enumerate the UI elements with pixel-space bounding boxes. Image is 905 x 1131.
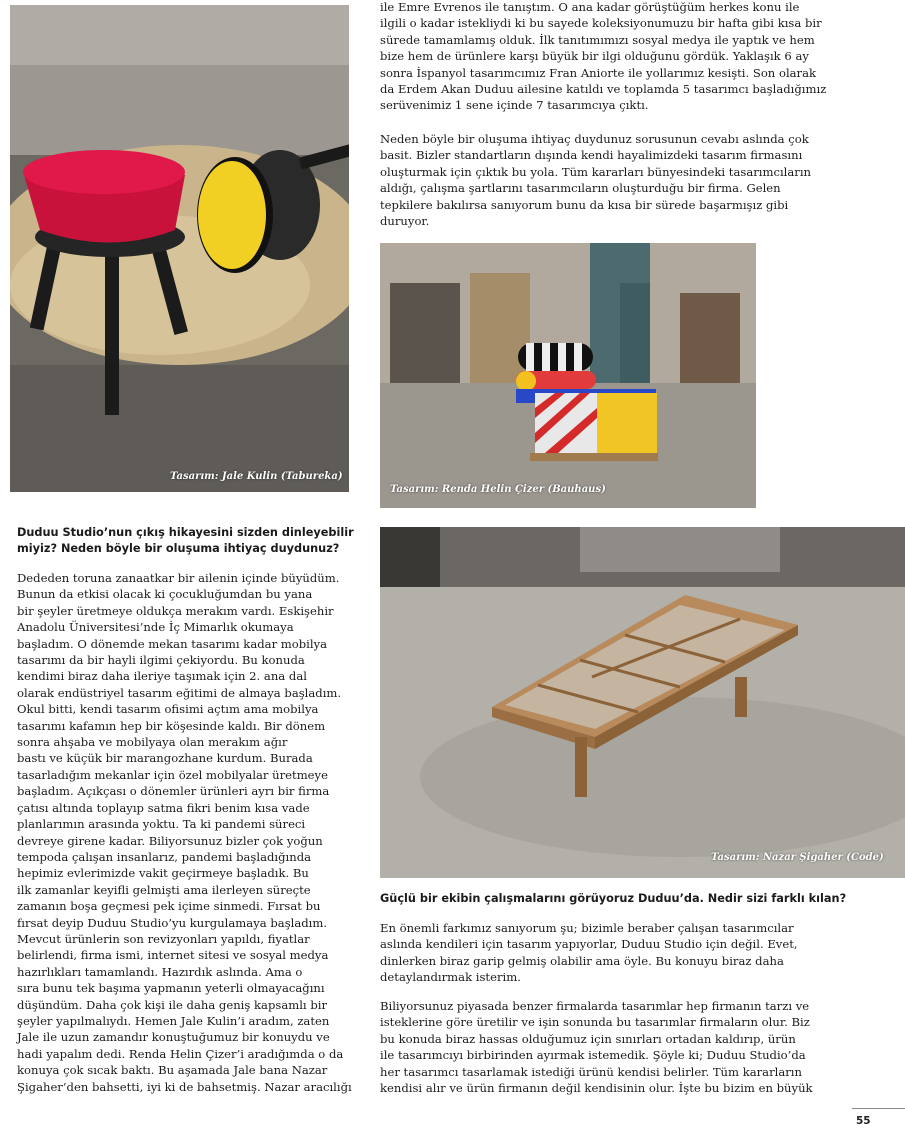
right-question: Güçlü bir ekibin çalışmalarını görüyoruz Duduu’da. Nedir sizi farklı kılan? (380, 892, 847, 905)
right-top-paragraph-2: Neden böyle bir oluşuma ihtiyaç duydunuz sorusunun cevabı aslında çok basit. Bizler standartların dışında kendi hayalimizdeki tasarım firmasını oluşturmak için çıktık bu yola. Tüm kararları bünyesindeki tasarımcıların aldığı, çalışma şartlarını tasarımcıların oluşturduğu bir firma. Gelen tepkilere bakılırsa sanıyorum bunu da kısa bir sürede başarmışız gibi duruyor. (380, 132, 812, 229)
right-top-paragraph-1: ile Emre Evrenos ile tanıştım. O ana kadar görüştüğüm herkes konu ile ilgili o kadar istekliydi ki bu sayede koleksiyonumuzu bir hafta gibi kısa bir sürede tamamlamış olduk. İlk tanıtımımızı sosyal medya ile yaptık ve hem bize hem de ürünlere karşı büyük bir ilgi olduğunu gördük. Yaklaşık 6 ay sonra İspanyol tasarımcımız Fran Aniorte ile yollarımız kesişti. Son olarak da Erdem Akan Duduu ailesine katıldı ve toplamda 5 tasarımcı başladığımız serüvenimiz 1 sene içinde 7 tasarımcıya çıktı. (380, 0, 827, 113)
left-question: Duduu Studio’nun çıkış hikayesini sizden dinleyebilir miyiz? Neden böyle bir oluşuma ihtiyaç duydunuz? (17, 526, 354, 556)
right-bottom-paragraph-2: Biliyorsunuz piyasada benzer firmalarda tasarımlar hep firmanın tarzı ve isteklerine göre üretilir ve işin sonunda bu tasarımlar firmaların olur. Biz bu konuda biraz hassas olduğumuz için sınırları ortadan kaldırıp, ürün ile tasarımcıyı birbirinden ayırmak istemedik. Şöyle ki; Duduu Studio’da her tasarımcı tasarlamak istediği ürünü kendisi belirler. Tüm kararların kendisi alır ve ürün firmanın değil kendisinin olur. İşte bu bizim en büyük (380, 999, 813, 1096)
code-table-photo (380, 527, 905, 878)
left-answer: Dededen toruna zanaatkar bir ailenin içinde büyüdüm. Bunun da etkisi olacak ki çocukluğumdan bu yana bir şeyler üretmeye oldukça merakım vardı. Eskişehir Anadolu Üniversitesi’nde İç Mimarlık okumaya başladım. O dönemde mekan tasarımı kadar mobilya tasarımı da bir hayli ilgimi çekiyordu. Bu konuda kendimi biraz daha ileriye taşımak için 2. ana dal olarak endüstriyel tasarım eğitimi de almaya başladım. Okul bitti, kendi tasarım ofisimi açtım ama mobilya tasarımı kafamın hep bir köşesinde kaldı. Bir dönem sonra ahşaba ve mobilyaya olan merakım ağır bastı ve küçük bir marangozhane kurdum. Burada tasarladığım mekanlar için özel mobilyalar üretmeye başladım. Açıkçası o dönemler ürünleri ayrı bir firma çatısı altında toplayıp satma fikri benim kısa vade planlarımın arasında yoktu. Ta ki pandemi süreci devreye girene kadar. Biliyorsunuz bizler çok yoğun tempoda çalışan insanlarız, pandemi başladığında hepimiz evlerimizde vakit geçirmeye başladık. Bu ilk zamanlar keyifli gelmişti ama ilerleyen süreçte zamanın boşa geçmesi pek içime sinmedi. Fırsat bu fırsat deyip Duduu Studio’yu kurgulamaya başladım. Mevcut ürünlerin son revizyonları yapıldı, fiyatlar belirlendi, firma ismi, internet sitesi ve sosyal medya hazırlıkları tamamlandı. Hazırdık aslında. Ama o sıra bunu tek başıma yapmanın yeterli olmayacağını düşündüm. Daha çok kişi ile daha geniş kapsamlı bir şeyler yapılmalıydı. Hemen Jale Kulin’i aradım, zaten Jale ile uzun zamandır konuştuğumuz bir konuydu ve hadi yapalım dedi. Renda Helin Çizer’i aradığımda o da konuya çok sıcak baktı. Bu aşamada Jale bana Nazar Şigaher’den bahsetti, iyi ki de bahsetmiş. Nazar aracılığı (17, 571, 352, 1094)
page-number-rule (852, 1108, 905, 1109)
photo-caption: Tasarım: Renda Helin Çizer (Bauhaus) (390, 484, 606, 495)
tabureka-stools-photo (10, 5, 349, 492)
bauhaus-chair-photo (380, 243, 756, 508)
photo-caption: Tasarım: Jale Kulin (Tabureka) (170, 471, 343, 482)
page-number: 55 (856, 1115, 871, 1127)
photo-caption: Tasarım: Nazar Şigaher (Code) (711, 852, 884, 863)
right-bottom-paragraph-1: En önemli farkımız sanıyorum şu; bizimle beraber çalışan tasarımcılar aslında kendileri için tasarım yapıyorlar, Duduu Studio için değil. Evet, dinlerken biraz garip gelmiş olabilir ama öyle. Bu konuyu biraz daha detaylandırmak isterim. (380, 921, 798, 985)
